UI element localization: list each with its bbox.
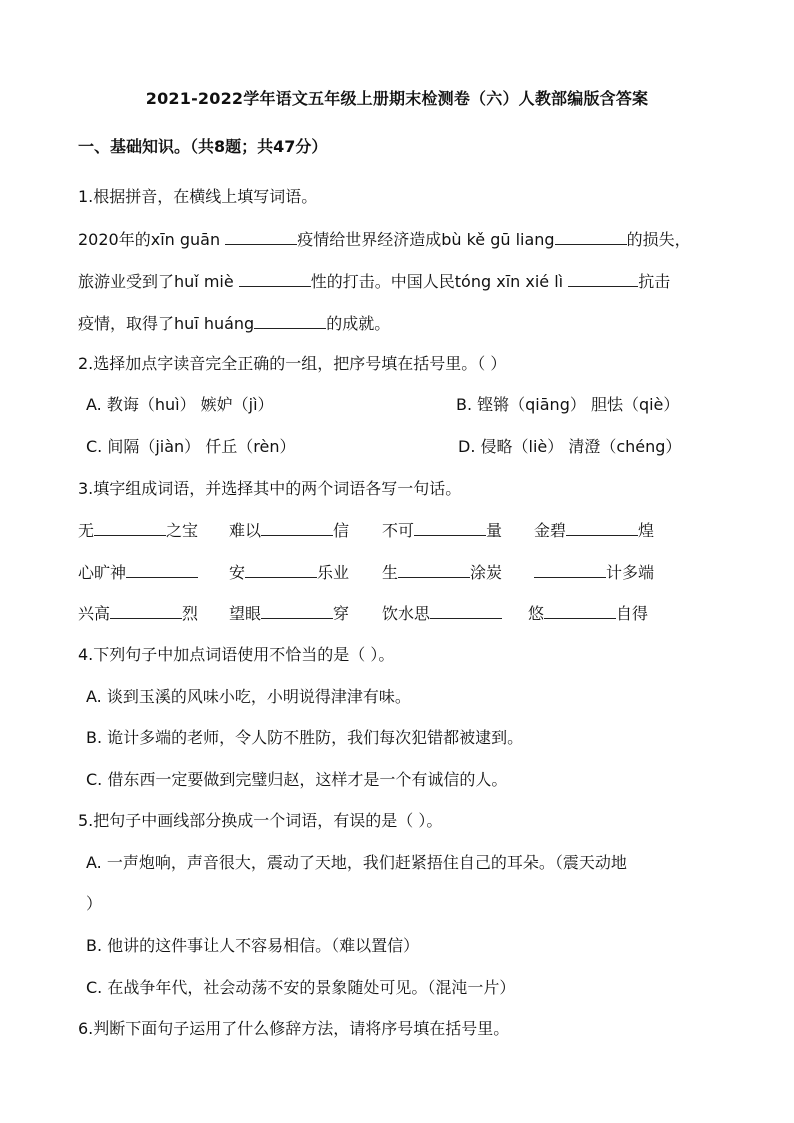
q1-line-3 (78, 311, 390, 336)
answer-blank[interactable] (261, 518, 333, 536)
answer-blank[interactable] (261, 601, 333, 619)
q2-option-b: B. 铿锵（qiāng） 胆怯（qiè） (456, 395, 680, 414)
q3-item: 不可 量 (382, 518, 502, 543)
answer-blank[interactable] (398, 560, 470, 578)
q3-item: 心旷神 (78, 560, 198, 585)
q1-line-2 (78, 269, 670, 294)
answer-blank[interactable] (430, 601, 502, 619)
page-title: 2021-2022学年语文五年级上册期末检测卷（六）人教部编版含答案 (145, 89, 649, 108)
q3-item: 悠 自得 (528, 601, 648, 626)
q3-item: 望眼 穿 (229, 601, 349, 626)
answer-blank[interactable] (566, 518, 638, 536)
q1-text: 疫情，取得了huī huáng (78, 314, 255, 333)
q1-text: 的成就。 (326, 314, 391, 333)
answer-blank[interactable] (110, 601, 182, 619)
q1-text: 旅游业受到了huǐ miè (78, 272, 239, 291)
q1-text: 抗击 (638, 272, 671, 291)
answer-blank[interactable] (534, 560, 606, 578)
q5-option-a-cont: ） (86, 894, 103, 913)
q3-item: 饮水思 (382, 601, 502, 626)
q2-option-d: D. 侵略（liè） 清澄（chéng） (458, 437, 682, 456)
q1-line-1 (78, 227, 691, 252)
q4-option-a: A. 谈到玉溪的风味小吃，小明说得津津有味。 (86, 687, 411, 706)
q3-item: 生 涂炭 (382, 560, 502, 585)
answer-blank[interactable] (568, 269, 638, 287)
answer-blank[interactable] (555, 227, 627, 245)
q3-stem: 3.填字组成词语，并选择其中的两个词语各写一句话。 (78, 479, 462, 498)
q6-stem: 6.判断下面句子运用了什么修辞方法，请将序号填在括号里。 (78, 1019, 510, 1038)
q3-item: 兴高 烈 (78, 601, 198, 626)
q1-text: 性的打击。中国人民tóng xīn xié lì (310, 272, 569, 291)
q2-option-a: A. 教诲（huì） 嫉妒（jì） (86, 395, 274, 414)
q1-text: 2020年的xīn guān (78, 230, 226, 249)
q3-item: 金碧 煌 (534, 518, 654, 543)
q4-option-b: B. 诡计多端的老师，令人防不胜防，我们每次犯错都被逮到。 (86, 728, 524, 747)
q4-stem: 4.下列句子中加点词语使用不恰当的是（ ）。 (78, 645, 395, 664)
q1-text: 的损失， (626, 230, 691, 249)
answer-blank[interactable] (94, 518, 166, 536)
q4-option-c: C. 借东西一定要做到完璧归赵，这样才是一个有诚信的人。 (86, 770, 508, 789)
q3-item: 计多端 (534, 560, 654, 585)
answer-blank[interactable] (126, 560, 198, 578)
q3-item: 安 乐业 (229, 560, 349, 585)
answer-blank[interactable] (239, 269, 311, 287)
answer-blank[interactable] (245, 560, 317, 578)
q5-option-b: B. 他讲的这件事让人不容易相信。（难以置信） (86, 936, 420, 955)
section-heading: 一、基础知识。（共8题；共47分） (78, 137, 328, 156)
answer-blank[interactable] (544, 601, 616, 619)
q3-item: 无 之宝 (78, 518, 198, 543)
q1-text: 疫情给世界经济造成bù kě gū liang (297, 230, 555, 249)
q1-stem: 1.根据拼音，在横线上填写词语。 (78, 187, 318, 206)
q5-stem: 5.把句子中画线部分换成一个词语，有误的是（ ）。 (78, 811, 443, 830)
q5-option-c: C. 在战争年代，社会动荡不安的景象随处可见。（混沌一片） (86, 978, 516, 997)
q2-stem: 2.选择加点字读音完全正确的一组，把序号填在括号里。（ ） (78, 354, 507, 373)
answer-blank[interactable] (414, 518, 486, 536)
q3-item: 难以 信 (229, 518, 349, 543)
q2-option-c: C. 间隔（jiàn） 仟丘（rèn） (86, 437, 296, 456)
answer-blank[interactable] (254, 311, 326, 329)
q5-option-a: A. 一声炮响，声音很大，震动了天地，我们赶紧捂住自己的耳朵。（震天动地 (86, 853, 627, 872)
answer-blank[interactable] (225, 227, 297, 245)
